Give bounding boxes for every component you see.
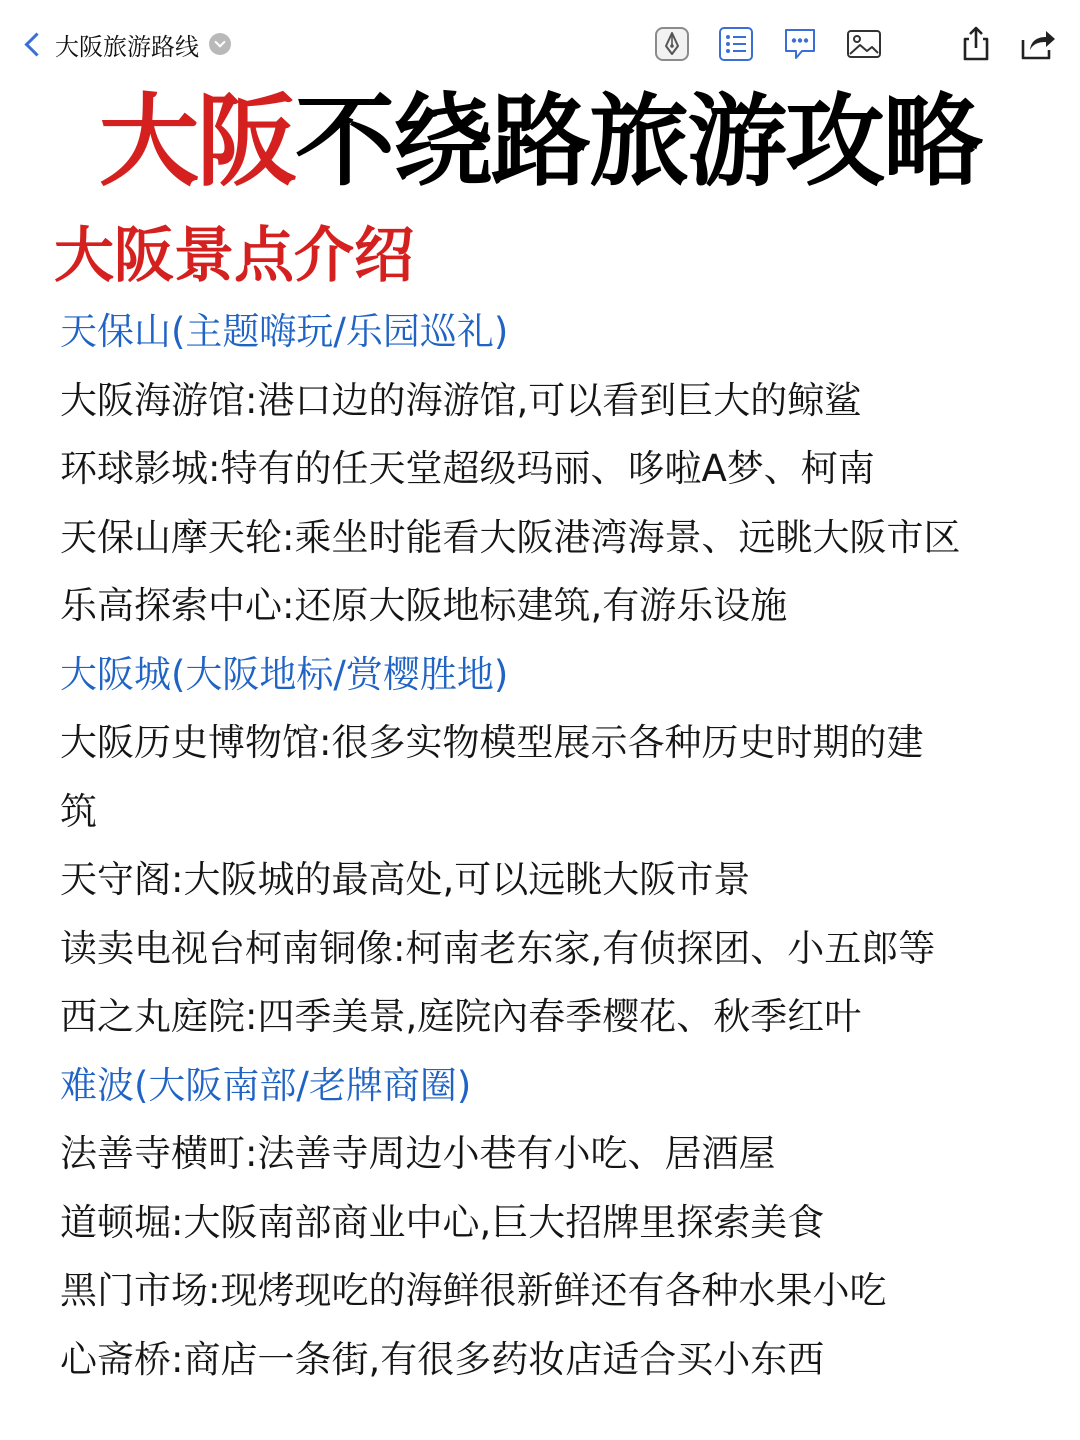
list-item: 心斋桥:商店一条街,有很多药妆店适合买小东西 (60, 1337, 825, 1381)
list-item: 西之丸庭院:四季美景,庭院內春季樱花、秋季红叶 (60, 995, 862, 1038)
list-item: 读卖电视台柯南铜像:柯南老东家,有侦探团、小五郎等 (60, 926, 936, 970)
list-item: 天保山摩天轮:乘坐时能看大阪港湾海景、远眺大阪市区 (60, 515, 961, 559)
note-body (60, 298, 1050, 1394)
image-icon (844, 24, 884, 64)
comment-button[interactable] (780, 24, 820, 64)
list-item: 筑 (60, 789, 97, 833)
comment-icon (780, 24, 820, 64)
list-item: 天守阁:大阪城的最高处,可以远眺大阪市景 (60, 858, 751, 901)
share-button[interactable] (956, 24, 996, 64)
list-item: 法善寺横町:法善寺周边小巷有小吃、居酒屋 (60, 1132, 776, 1175)
area-heading: 大阪城(大阪地标/赏樱胜地) (60, 652, 509, 696)
chevron-down-icon[interactable] (209, 33, 231, 55)
section-heading: 大阪景点介绍 (54, 221, 414, 291)
checklist-button[interactable] (716, 24, 756, 64)
image-button[interactable] (844, 24, 884, 64)
chevron-left-icon (24, 32, 48, 56)
page-title-red: 大阪 (99, 83, 295, 200)
list-item: 大阪历史博物馆:很多实物模型展示各种历史时期的建 (60, 721, 924, 764)
area-heading: 天保山(主题嗨玩/乐园巡礼) (60, 310, 509, 353)
list-item: 道顿堀:大阪南部商业中心,巨大招牌里探索美食 (60, 1200, 825, 1244)
share-icon (956, 24, 996, 64)
page-title-black: 不绕路旅游攻略 (295, 83, 981, 200)
forward-icon (1018, 24, 1058, 64)
page-title (0, 82, 1080, 202)
top-toolbar (0, 0, 1080, 88)
list-item: 大阪海游馆:港口边的海游馆,可以看到巨大的鲸鲨 (60, 378, 862, 422)
markup-button[interactable] (652, 24, 692, 64)
forward-button[interactable] (1018, 24, 1058, 64)
list-item: 乐高探索中心:还原大阪地标建筑,有游乐设施 (60, 584, 788, 627)
back-button[interactable] (20, 22, 231, 66)
note-title: 大阪旅游路线 (55, 32, 199, 61)
area-heading: 难波(大阪南部/老牌商圈) (60, 1063, 472, 1107)
checklist-icon (716, 24, 756, 64)
list-item: 黑门市场:现烤现吃的海鲜很新鲜还有各种水果小吃 (60, 1269, 887, 1312)
pen-markup-icon (652, 24, 692, 64)
list-item: 环球影城:特有的任天堂超级玛丽、哆啦A梦、柯南 (60, 447, 875, 490)
